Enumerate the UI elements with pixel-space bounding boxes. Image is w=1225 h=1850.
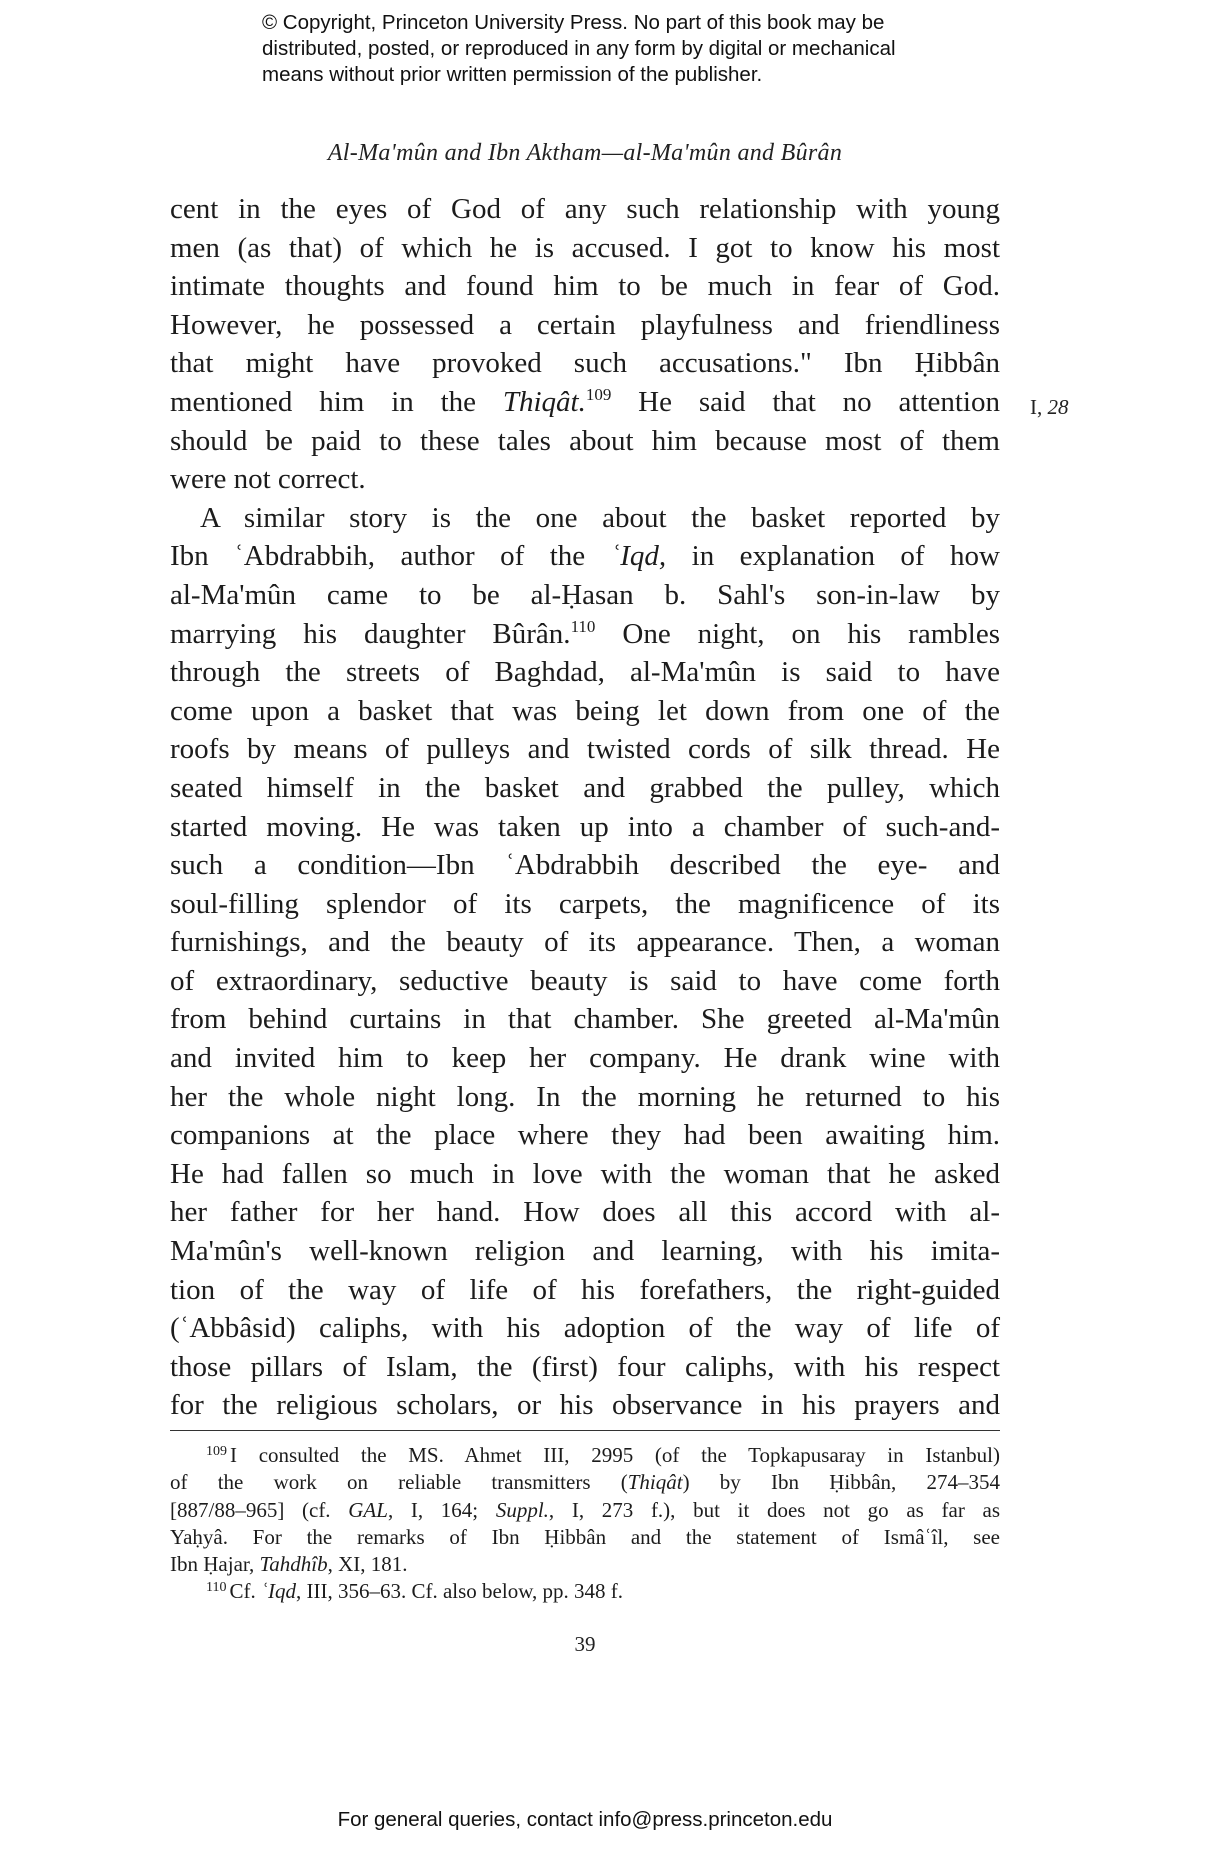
text-line: her the whole night long. In the morning he returned to his — [170, 1080, 1000, 1113]
text-line: from behind curtains in that chamber. She greeted al-Ma'mûn — [170, 1003, 1000, 1036]
footnote-line — [170, 1497, 1000, 1524]
copyright-line: distributed, posted, or reproduced in any form by digital or mechanical — [262, 37, 896, 60]
footnote-text: , I, 164; — [387, 1497, 496, 1522]
work-title: Thiqât. — [502, 385, 586, 418]
text-line — [170, 383, 1000, 422]
work-title: ʿIqd, — [610, 540, 667, 573]
contact-footer: For general queries, contact info@press.princeton.edu — [337, 1808, 833, 1831]
text-line: for the religious scholars, or his observance in his prayers and — [170, 1389, 1000, 1422]
text-line: companions at the place where they had been awaiting him. — [170, 1119, 1000, 1152]
running-header: Al-Ma'mûn and Ibn Aktham—al-Ma'mûn and Bûrân — [327, 140, 843, 166]
footnote-text: , III, 356–63. Cf. also below, pp. 348 f. — [295, 1579, 623, 1604]
footnote-number: 110 — [206, 1580, 227, 1596]
margin-volume: I, — [1030, 395, 1043, 419]
copyright-line: means without prior written permission of the publisher. — [262, 63, 763, 86]
footnote-ref-110: 110 — [570, 616, 596, 636]
copyright-notice — [262, 10, 1022, 88]
text-fragment: marrying his daughter Bûrân. — [170, 617, 571, 650]
text-line: her father for her hand. How does all this accord with al- — [170, 1196, 1000, 1229]
footnote-text: Ibn Ḥajar, — [170, 1552, 260, 1577]
text-fragment: Ibn ʿAbdrabbih, author of the — [170, 540, 611, 573]
footnote-text: I consulted the MS. Ahmet III, 2995 (of the Topkapusaray in Istanbul) — [230, 1443, 1000, 1467]
footnote-line — [170, 1442, 1000, 1469]
page-number: 39 — [574, 1632, 596, 1656]
footnote-divider — [170, 1430, 1000, 1431]
text-line: should be paid to these tales about him because most of them — [170, 424, 1000, 457]
text-line: that might have provoked such accusations." Ibn Ḥibbân — [170, 347, 1000, 380]
text-line: through the streets of Baghdad, al-Ma'mûn is said to have — [170, 656, 1000, 689]
text-line: He had fallen so much in love with the woman that he asked — [170, 1157, 1000, 1190]
footnote-title: ʿIqd — [260, 1579, 296, 1604]
text-fragment: One night, on his rambles — [595, 617, 1000, 650]
footnotes — [170, 1442, 1000, 1606]
footnote-text: of the work on reliable transmitters ( — [170, 1470, 628, 1495]
footnote-text: Cf. — [229, 1579, 261, 1604]
text-line: tion of the way of life of his forefathers, the right-guided — [170, 1273, 1000, 1306]
text-line — [170, 615, 1000, 654]
footnote-text: [887/88–965] (cf. — [170, 1497, 349, 1522]
text-fragment: in explanation of how — [666, 540, 1000, 573]
text-line — [170, 537, 1000, 576]
margin-page: 28 — [1047, 395, 1069, 419]
footnote-number: 109 — [206, 1444, 227, 1459]
footnote-text: , I, 273 f.), but it does not go as far as — [548, 1497, 1000, 1522]
footnote-line — [170, 1578, 1000, 1605]
footnote-title: Thiqât — [627, 1470, 683, 1495]
footnote-title: Suppl. — [495, 1497, 549, 1522]
main-text — [170, 190, 1000, 1425]
text-line: al-Ma'mûn came to be al-Ḥasan b. Sahl's son-in-law by — [170, 578, 1000, 611]
text-line: men (as that) of which he is accused. I got to know his most — [170, 231, 1000, 264]
text-line: cent in the eyes of God of any such relationship with young — [170, 193, 1000, 225]
text-line: However, he possessed a certain playfulness and friendliness — [170, 308, 1000, 341]
text-line: come upon a basket that was being let down from one of the — [170, 694, 1000, 727]
text-line: roofs by means of pulleys and twisted cords of silk thread. He — [170, 733, 1000, 766]
text-line: and invited him to keep her company. He drank wine with — [170, 1042, 1000, 1075]
footnote-text: , XI, 181. — [327, 1552, 408, 1577]
text-line: furnishings, and the beauty of its appearance. Then, a woman — [170, 926, 1000, 959]
text-fragment: He said that no attention — [611, 385, 1000, 418]
text-line: seated himself in the basket and grabbed the pulley, which — [170, 771, 1000, 804]
margin-page-reference — [1030, 395, 1069, 420]
text-line: intimate thoughts and found him to be much in fear of God. — [170, 270, 1000, 303]
footnote-title: Tahdhîb — [259, 1552, 328, 1577]
copyright-line: © Copyright, Princeton University Press. No part of this book may be — [262, 11, 885, 34]
text-line: Ma'mûn's well-known religion and learning, with his imita- — [170, 1235, 1000, 1268]
footnote-line: Yaḥyâ. For the remarks of Ibn Ḥibbân and the statement of Ismâʿîl, see — [170, 1524, 1000, 1549]
footnote-line — [170, 1551, 1000, 1578]
footnote-title: GAL — [348, 1497, 388, 1522]
text-line: soul-filling splendor of its carpets, the magnificence of its — [170, 887, 1000, 920]
text-line: were not correct. — [170, 463, 366, 496]
text-line: such a condition—Ibn ʿAbdrabbih described the eye- and — [170, 849, 1000, 882]
text-line: (ʿAbbâsid) caliphs, with his adoption of the way of life of — [170, 1312, 1000, 1345]
text-fragment: mentioned him in the — [170, 385, 503, 418]
text-line: A similar story is the one about the basket reported by — [200, 501, 1000, 534]
text-line: of extraordinary, seductive beauty is said to have come forth — [170, 964, 1000, 997]
text-line: started moving. He was taken up into a chamber of such-and- — [170, 810, 1000, 843]
footnote-ref-109: 109 — [585, 384, 612, 404]
text-line: those pillars of Islam, the (first) four caliphs, with his respect — [170, 1350, 1000, 1383]
footnote-text: ) by Ibn Ḥibbân, 274–354 — [682, 1470, 1001, 1495]
footnote-line — [170, 1469, 1000, 1496]
